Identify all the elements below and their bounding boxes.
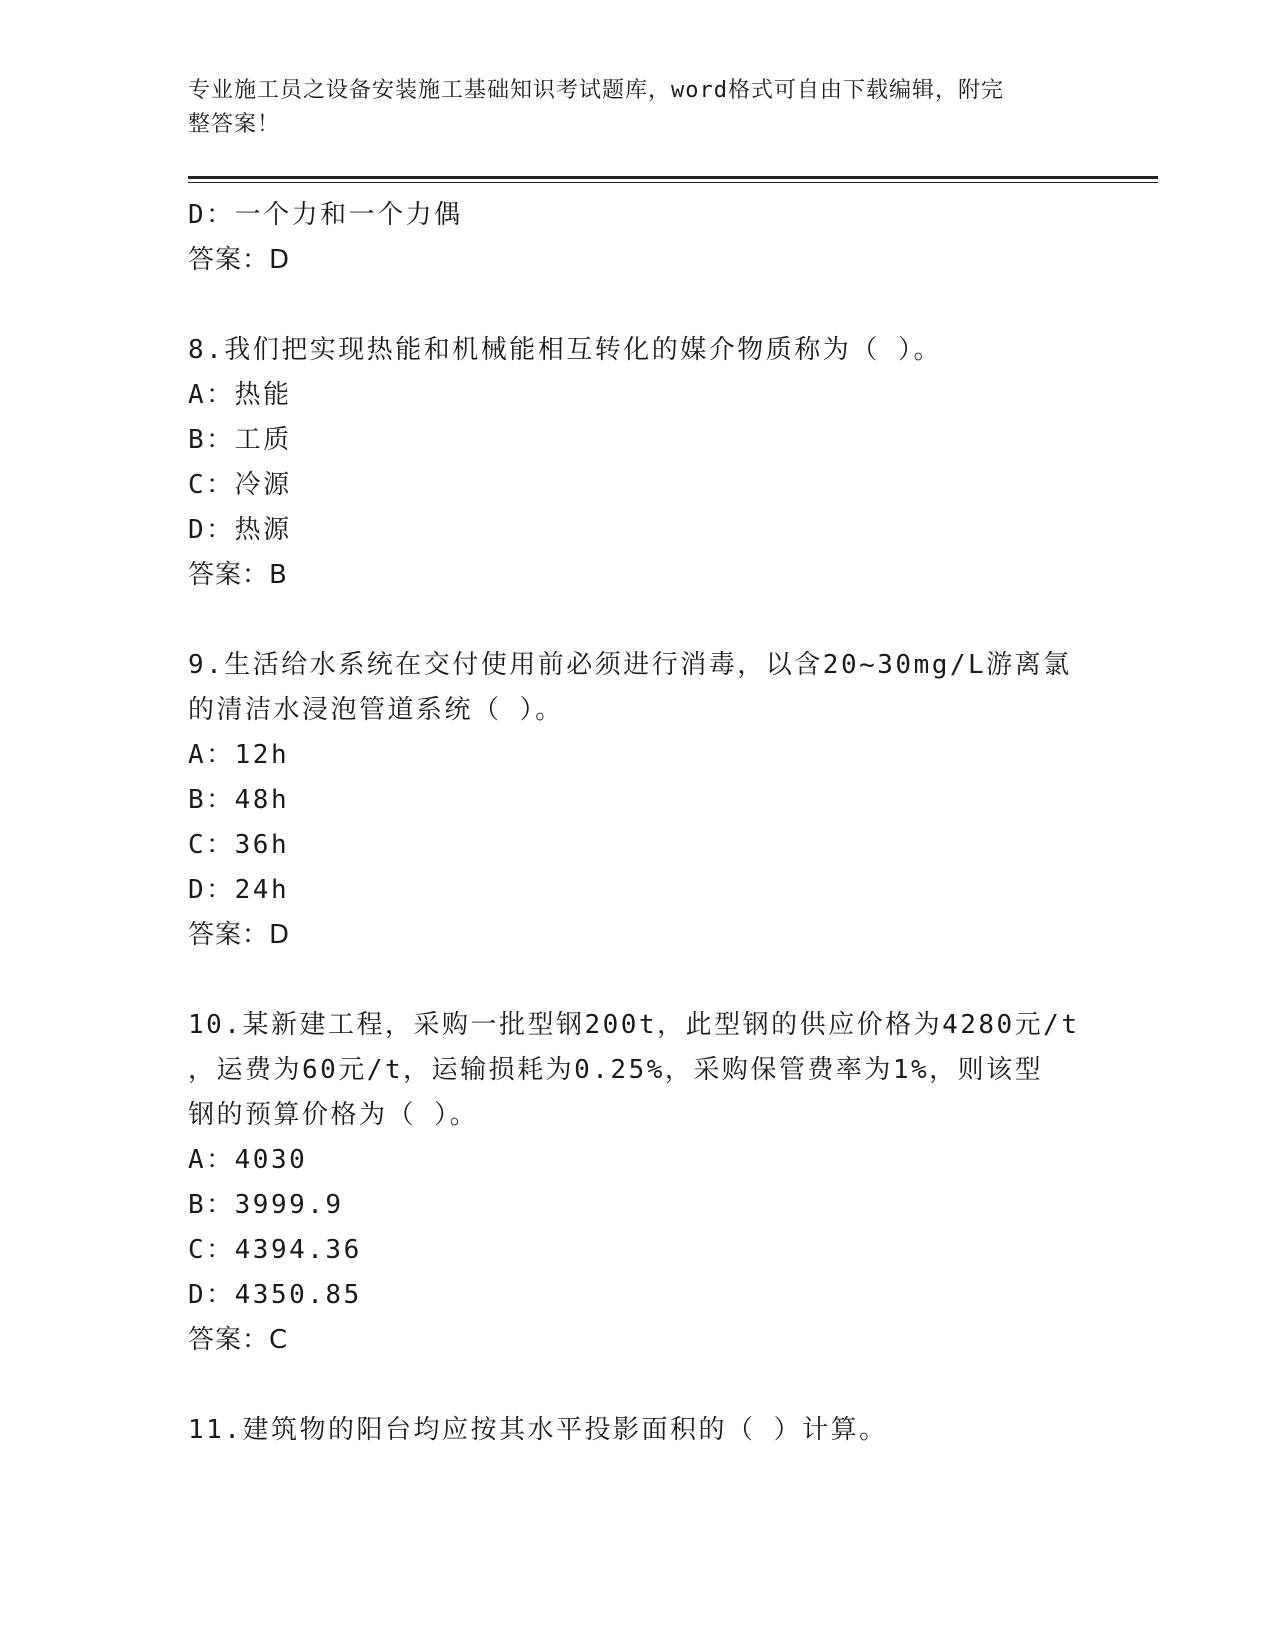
question-stem: 9.生活给水系统在交付使用前必须进行消毒，以含20~30mg/L游离氯 bbox=[188, 650, 1072, 680]
question-stem: 8.我们把实现热能和机械能相互转化的媒介物质称为（ ）。 bbox=[188, 335, 942, 365]
option-d: D：热源 bbox=[188, 515, 292, 545]
option-c: C：冷源 bbox=[188, 470, 292, 500]
header-divider bbox=[188, 176, 1158, 183]
question-stem: 11.建筑物的阳台均应按其水平投影面积的（ ）计算。 bbox=[188, 1415, 888, 1445]
option-b: B：3999.9 bbox=[188, 1190, 344, 1220]
spacer bbox=[188, 598, 1158, 643]
answer-line: 答案：B bbox=[188, 560, 288, 590]
answer-line: 答案：D bbox=[188, 920, 291, 950]
question-stem: 的清洁水浸泡管道系统（ ）。 bbox=[188, 695, 564, 725]
option-a: A：4030 bbox=[188, 1145, 308, 1175]
question-stem: ，运费为60元/t，运输损耗为0.25%，采购保管费率为1%，则该型 bbox=[188, 1055, 1044, 1085]
header-title-line-1: 专业施工员之设备安装施工基础知识考试题库，word格式可自由下载编辑，附完 bbox=[188, 78, 1004, 103]
question-list bbox=[188, 193, 1158, 1453]
answer-line: 答案：D bbox=[188, 245, 291, 275]
option-c: C：4394.36 bbox=[188, 1235, 362, 1265]
spacer bbox=[188, 283, 1158, 328]
option-d: D：4350.85 bbox=[188, 1280, 362, 1310]
spacer bbox=[188, 1363, 1158, 1408]
option-a: A：12h bbox=[188, 740, 290, 770]
question-item bbox=[188, 1408, 1158, 1453]
option-d: D：一个力和一个力偶 bbox=[188, 200, 463, 230]
question-item bbox=[188, 328, 1158, 598]
option-a: A：热能 bbox=[188, 380, 292, 410]
option-b: B：48h bbox=[188, 785, 290, 815]
answer-line: 答案：C bbox=[188, 1325, 289, 1355]
spacer bbox=[188, 958, 1158, 1003]
option-c: C：36h bbox=[188, 830, 290, 860]
question-item bbox=[188, 643, 1158, 958]
header-title-line-2: 整答案！ bbox=[188, 112, 281, 137]
question-item bbox=[188, 1003, 1158, 1363]
option-b: B：工质 bbox=[188, 425, 292, 455]
document-header bbox=[188, 74, 1068, 142]
document-page bbox=[188, 0, 1158, 1453]
question-stem: 钢的预算价格为（ ）。 bbox=[188, 1100, 479, 1130]
question-stem: 10.某新建工程，采购一批型钢200t，此型钢的供应价格为4280元/t bbox=[188, 1010, 1080, 1040]
option-d: D：24h bbox=[188, 875, 290, 905]
